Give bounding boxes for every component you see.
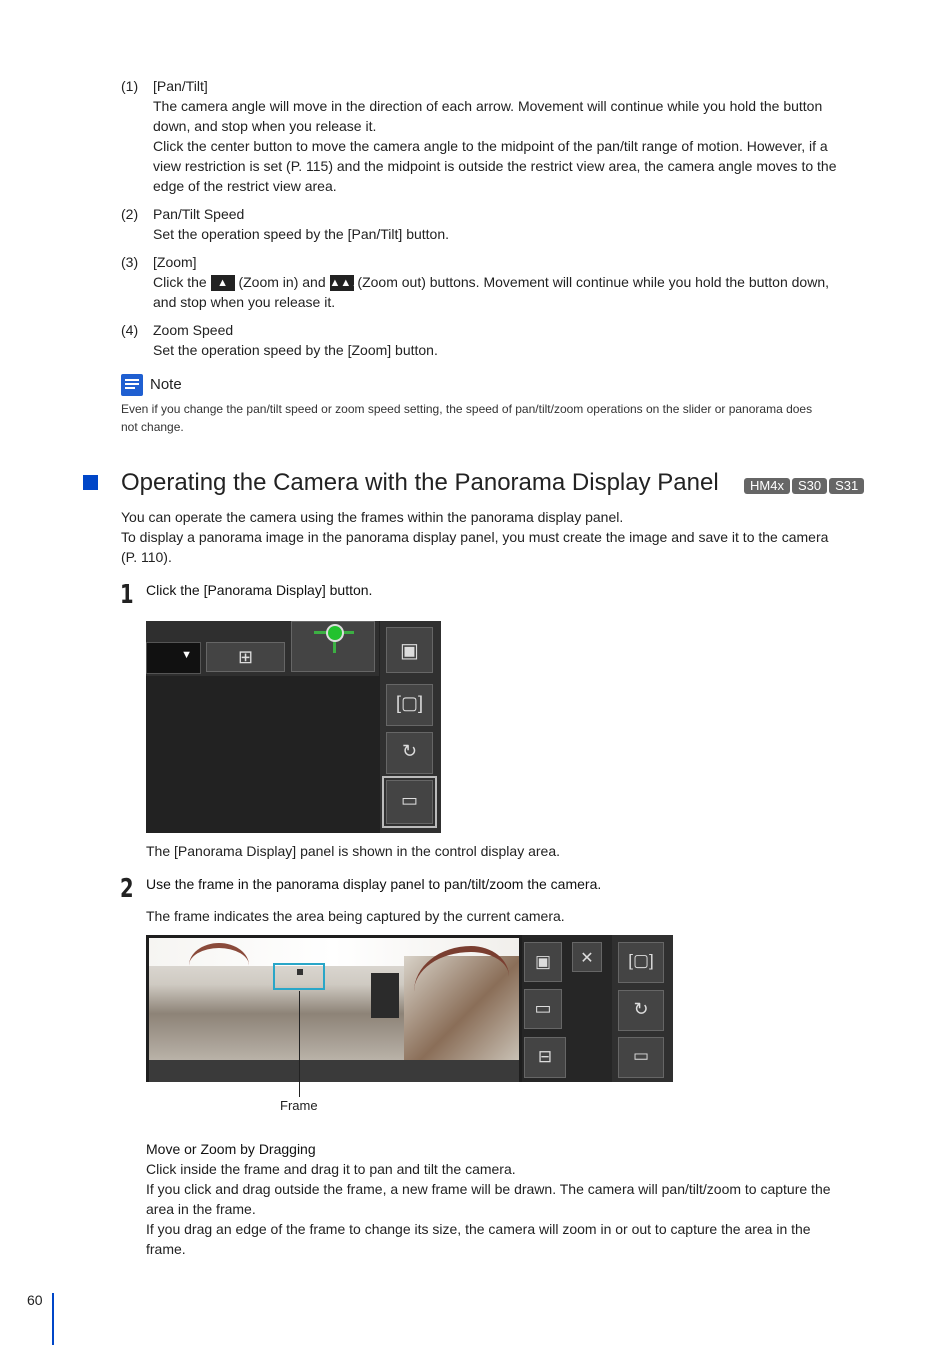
pan-tilt-button[interactable]: [291, 621, 375, 672]
step-number: 2: [120, 874, 134, 904]
zoom-in-icon: ▲: [211, 275, 235, 291]
note-label: Note: [150, 376, 182, 393]
item-number: (3): [121, 254, 139, 270]
doorway: [371, 973, 399, 1018]
step-caption: The frame indicates the area being captured by the current camera.: [146, 908, 565, 924]
zoom-line: [153, 272, 883, 292]
drag-title: Move or Zoom by Dragging: [146, 1141, 316, 1157]
section-intro: [121, 507, 881, 567]
panorama-icon: ▭: [400, 790, 418, 810]
frame-center-marker: [297, 969, 303, 975]
control-button[interactable]: [618, 942, 664, 983]
panorama-snapshot-button[interactable]: [524, 942, 562, 982]
model-tag: HM4x: [744, 478, 790, 494]
rotate-icon: ↻: [401, 741, 418, 761]
body-line: view restriction is set (P. 115) and the midpoint is outside the restrict view area, the camera angle moves to the: [153, 158, 837, 174]
callout-line: [299, 991, 300, 1097]
screenshot-step1: [146, 621, 441, 833]
dropdown[interactable]: [146, 642, 201, 674]
camera-icon: ▣: [400, 640, 419, 662]
chevron-down-icon: ▼: [181, 649, 192, 661]
body-text: (Zoom in) and: [238, 274, 326, 290]
note-text: [121, 400, 871, 436]
note-line: Even if you change the pan/tilt speed or zoom speed setting, the speed of pan/tilt/zoom operations on the slider or panorama does: [121, 402, 813, 416]
drag-line: area in the frame.: [146, 1201, 256, 1217]
note-icon: [121, 374, 143, 396]
frame-callout-label: Frame: [280, 1098, 318, 1113]
split-icon: ⊟: [537, 1047, 553, 1066]
layout-button[interactable]: [206, 642, 285, 672]
intro-line: To display a panorama image in the panorama display panel, you must create the image and save it to the camera: [121, 529, 829, 545]
drag-line: Click inside the frame and drag it to pan and tilt the camera.: [146, 1161, 516, 1177]
panorama-icon: ▭: [632, 1046, 650, 1065]
drag-line: frame.: [146, 1241, 186, 1257]
item-number: (1): [121, 78, 139, 94]
zoom-out-icon: ▲▲▲: [329, 277, 363, 290]
model-tags: [742, 477, 864, 494]
drag-line: If you drag an edge of the frame to change its size, the camera will zoom in or out to capture the area in the: [146, 1221, 811, 1237]
panorama-image[interactable]: [149, 938, 519, 1060]
body-text: Click the: [153, 274, 207, 290]
intro-line: (P. 110).: [121, 549, 172, 565]
page-number: 60: [27, 1292, 43, 1308]
page-rule: [52, 1293, 54, 1345]
item-number: (2): [121, 206, 139, 222]
item-title: [Zoom]: [153, 254, 197, 270]
frame-icon: [▢]: [395, 693, 423, 713]
drag-line: If you click and drag outside the frame, a new frame will be drawn. The camera will pan/tilt/zoom to capture the: [146, 1181, 831, 1197]
body-text: (Zoom out) buttons. Movement will continue while you hold the button down,: [357, 274, 829, 290]
item-body: Set the operation speed by the [Pan/Tilt] button.: [153, 226, 450, 242]
panorama-footer: [149, 1060, 519, 1082]
frame-icon: [▢]: [628, 951, 654, 970]
stair-rail: [189, 943, 249, 988]
drag-section: [146, 1139, 876, 1259]
rotate-icon: ↻: [633, 999, 649, 1019]
body-line: The camera angle will move in the direction of each arrow. Movement will continue while you hold the button: [153, 98, 823, 114]
item-title: Zoom Speed: [153, 322, 234, 338]
panorama-display-button[interactable]: [618, 1037, 664, 1078]
section-marker: [83, 475, 98, 490]
body-line: edge of the restrict view area.: [153, 178, 337, 194]
new-frame-button[interactable]: [524, 989, 562, 1029]
control-button[interactable]: [386, 684, 433, 726]
close-icon: ✕: [580, 950, 594, 967]
center-dot: [326, 624, 344, 642]
note-line: not change.: [121, 420, 184, 434]
body-line: down, and stop when you release it.: [153, 118, 377, 134]
step-caption: The [Panorama Display] panel is shown in the control display area.: [146, 843, 560, 859]
rectangle-icon: ▭: [534, 998, 552, 1018]
step-number: 1: [120, 580, 134, 610]
model-tag: S31: [829, 478, 864, 494]
body-line: Click the center button to move the camera angle to the midpoint of the pan/tilt range of motion. However, if a: [153, 138, 828, 154]
snapshot-button[interactable]: [386, 627, 433, 673]
create-panorama-button[interactable]: [524, 1037, 566, 1078]
item-number: (4): [121, 322, 139, 338]
model-tag: S30: [792, 478, 827, 494]
item-body: [153, 96, 868, 196]
section-title: Operating the Camera with the Panorama Display Panel: [121, 469, 719, 496]
step-text: Use the frame in the panorama display panel to pan/tilt/zoom the camera.: [146, 876, 602, 892]
preset-button[interactable]: [386, 732, 433, 774]
camera-icon: ▣: [534, 952, 552, 971]
item-body: Set the operation speed by the [Zoom] button.: [153, 342, 438, 358]
preset-button[interactable]: [618, 990, 664, 1031]
body-line: and stop when you release it.: [153, 294, 336, 310]
close-panel-button[interactable]: [572, 942, 602, 972]
grid-icon: ⊞: [237, 647, 254, 667]
pan-tilt-frame[interactable]: [273, 963, 325, 990]
screenshot-step2: [146, 935, 673, 1082]
panorama-display-button[interactable]: [386, 780, 433, 824]
step-text: Click the [Panorama Display] button.: [146, 582, 373, 598]
intro-line: You can operate the camera using the frames within the panorama display panel.: [121, 509, 624, 525]
item-title: [Pan/Tilt]: [153, 78, 208, 94]
item-body: [153, 272, 883, 312]
item-title: Pan/Tilt Speed: [153, 206, 245, 222]
